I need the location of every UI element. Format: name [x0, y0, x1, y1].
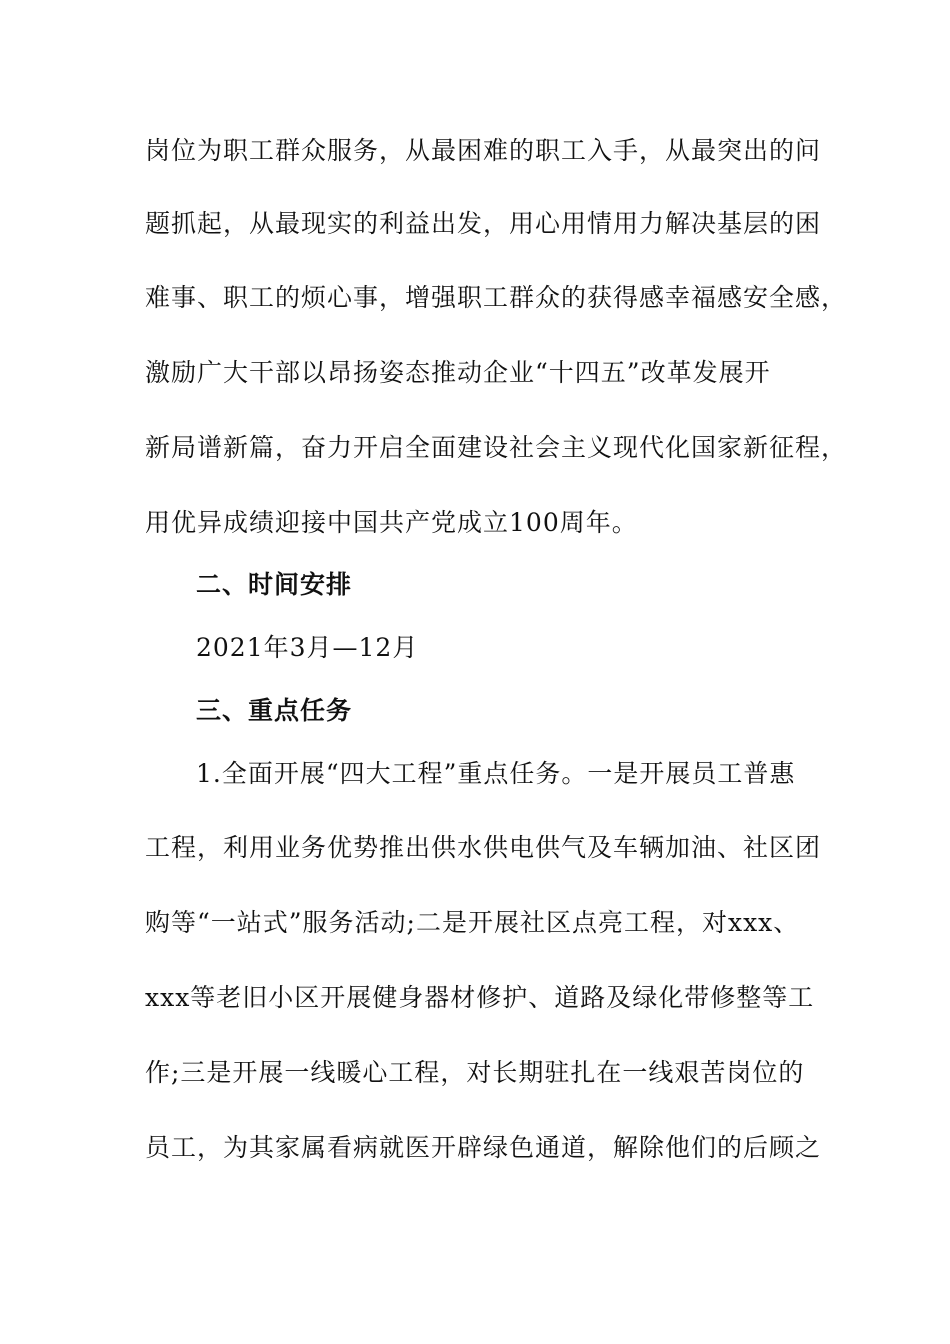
paragraph-line: 难事、职工的烦心事，增强职工群众的获得感幸福感安全感，: [145, 283, 848, 312]
paragraph-line: 题抓起，从最现实的利益出发，用心用情用力解决基层的困: [145, 209, 822, 238]
section-heading-key-tasks: 三、重点任务: [196, 696, 353, 725]
paragraph-line: xxx等老旧小区开展健身器材修护、道路及绿化带修整等工: [145, 983, 815, 1012]
paragraph-line: 岗位为职工群众服务，从最困难的职工入手，从最突出的问: [145, 136, 822, 165]
paragraph-line: 激励广大干部以昂扬姿态推动企业“十四五”改革发展开: [145, 358, 771, 387]
paragraph-line: 新局谱新篇，奋力开启全面建设社会主义现代化国家新征程，: [145, 433, 848, 462]
paragraph-line: 购等“一站式”服务活动;二是开展社区点亮工程，对xxx、: [145, 908, 800, 937]
paragraph-line: 作;三是开展一线暖心工程，对长期驻扎在一线艰苦岗位的: [145, 1058, 805, 1087]
paragraph-line: 员工，为其家属看病就医开辟绿色通道，解除他们的后顾之: [145, 1133, 822, 1162]
section-heading-schedule: 二、时间安排: [196, 570, 353, 599]
paragraph-line: 工程，利用业务优势推出供水供电供气及车辆加油、社区团: [145, 833, 822, 862]
paragraph-line: 用优异成绩迎接中国共产党成立100周年。: [145, 508, 638, 537]
paragraph-line: 1.全面开展“四大工程”重点任务。一是开展员工普惠: [196, 759, 796, 788]
schedule-date-range: 2021年3月—12月: [196, 633, 419, 662]
